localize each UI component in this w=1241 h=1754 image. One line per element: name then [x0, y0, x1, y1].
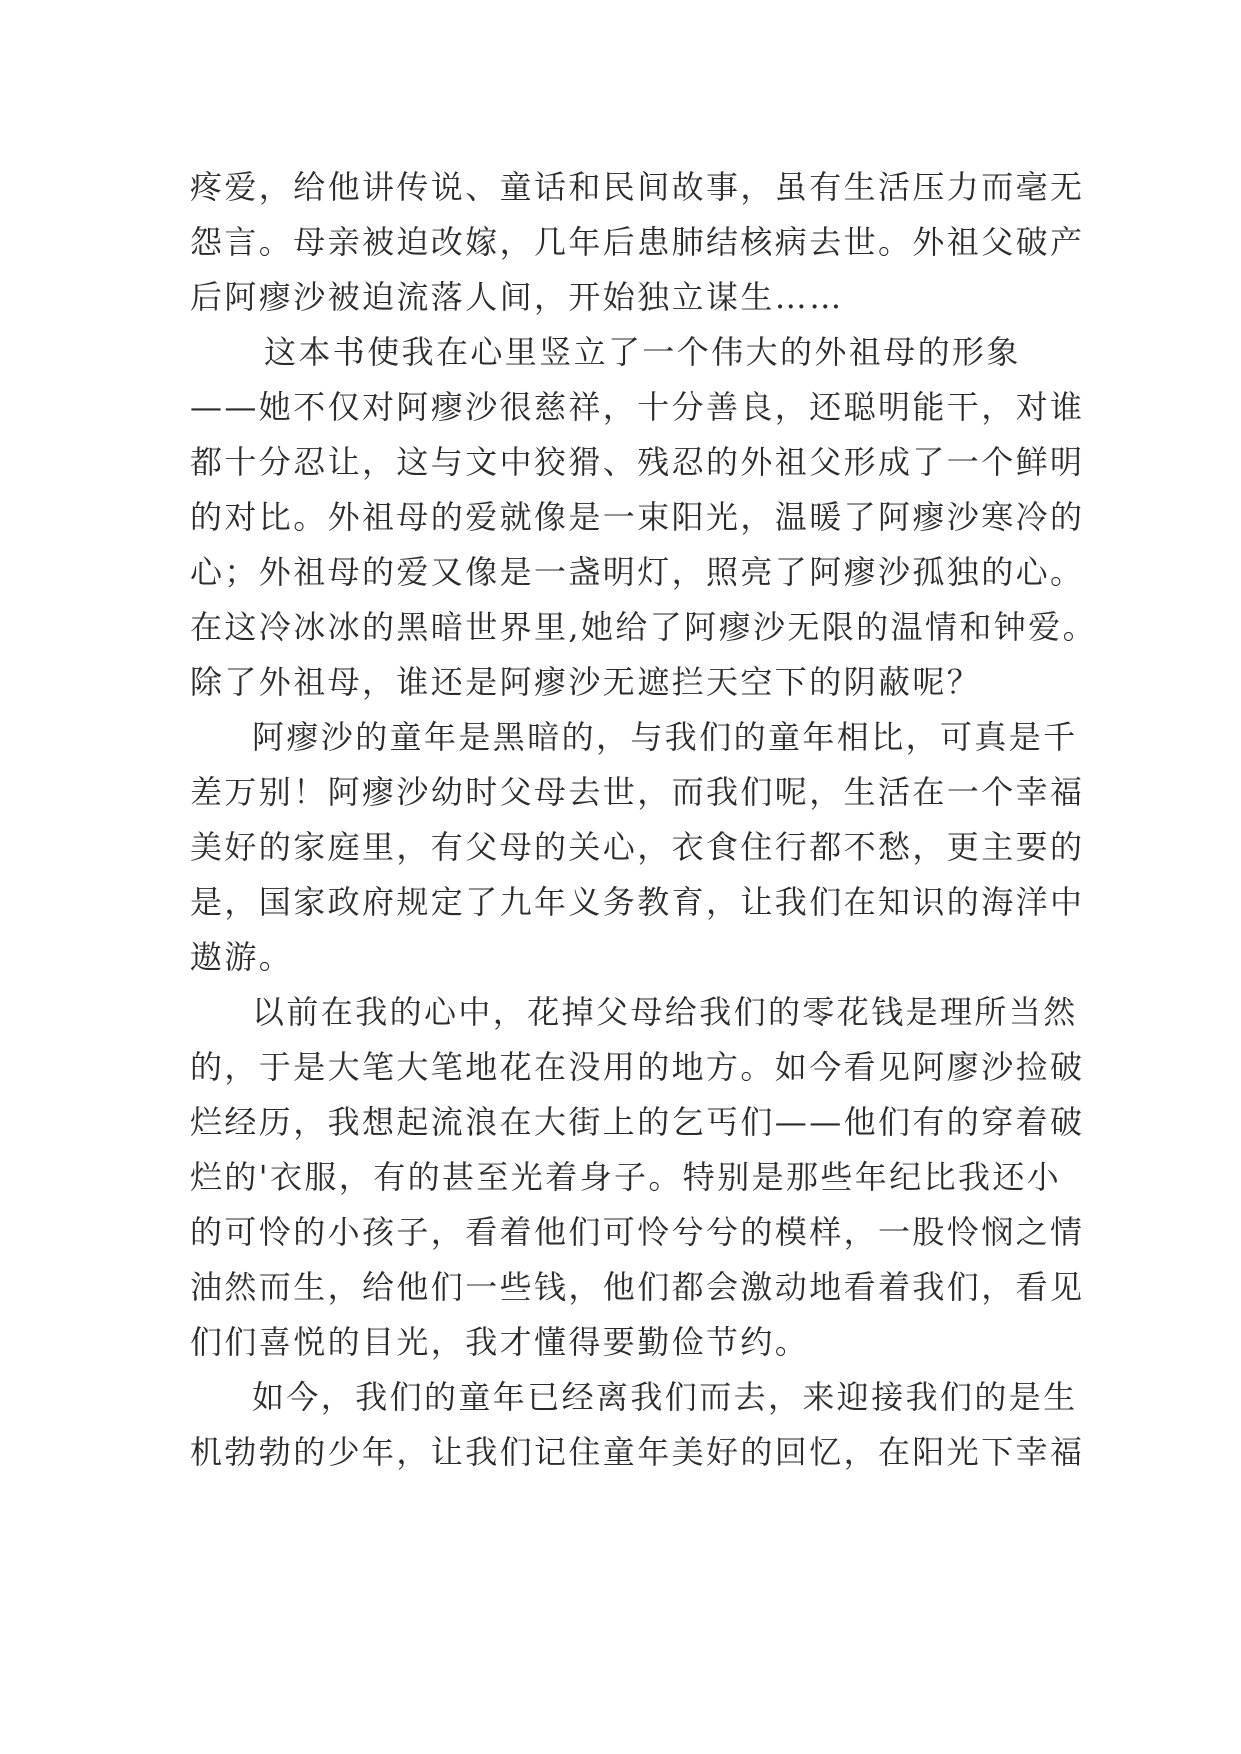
paragraph-1 [190, 160, 1085, 325]
paragraph-line: 都十分忍让，这与文中狡猾、残忍的外祖父形成了一个鲜明 [190, 443, 1085, 481]
paragraph-line: 这本书使我在心里竖立了一个伟大的外祖母的形象 [264, 333, 1021, 371]
paragraph-3 [190, 710, 1085, 985]
paragraph-line: 阿瘳沙的童年是黑暗的，与我们的童年相比，可真是千 [252, 718, 1078, 756]
paragraph-line: 在这冷冰冰的黑暗世界里,她给了阿瘳沙无限的温情和钟爱。 [190, 608, 1097, 646]
paragraph-line: 怨言。母亲被迫改嫁，几年后患肺结核病去世。外祖父破产 [190, 223, 1085, 261]
paragraph-line: 机勃勃的少年，让我们记住童年美好的回忆，在阳光下幸福 [190, 1433, 1085, 1471]
paragraph-line: 除了外祖母，谁还是阿瘳沙无遮拦天空下的阴蔽呢？ [190, 663, 982, 701]
paragraph-2 [190, 325, 1097, 710]
paragraph-line: 油然而生，给他们一些钱，他们都会激动地看着我们，看见 [190, 1268, 1085, 1306]
paragraph-line: 美好的家庭里，有父母的关心，衣食住行都不愁，更主要的 [190, 828, 1085, 866]
paragraph-line: 差万别！阿瘳沙幼时父母去世，而我们呢，生活在一个幸福 [190, 773, 1085, 811]
paragraph-line: ——她不仅对阿瘳沙很慈祥，十分善良，还聪明能干，对谁 [190, 388, 1085, 426]
paragraph-line: 后阿瘳沙被迫流落人间，开始独立谋生…… [190, 278, 844, 316]
paragraph-line: 烂的'衣服，有的甚至光着身子。特别是那些年纪比我还小 [190, 1158, 1062, 1196]
paragraph-line: 的，于是大笔大笔地花在没用的地方。如今看见阿廖沙捡破 [190, 1048, 1085, 1086]
paragraph-line: 以前在我的心中，花掉父母给我们的零花钱是理所当然 [252, 993, 1078, 1031]
paragraph-line: 疼爱，给他讲传说、童话和民间故事，虽有生活压力而毫无 [190, 168, 1085, 206]
paragraph-line: 是，国家政府规定了九年义务教育，让我们在知识的海洋中 [190, 883, 1085, 921]
paragraph-line: 如今，我们的童年已经离我们而去，来迎接我们的是生 [252, 1378, 1078, 1416]
paragraph-line: 的对比。外祖母的爱就像是一束阳光，温暖了阿瘳沙寒冷的 [190, 498, 1085, 536]
paragraph-4 [190, 985, 1085, 1370]
paragraph-line: 心；外祖母的爱又像是一盏明灯，照亮了阿瘳沙孤独的心。 [190, 553, 1085, 591]
paragraph-line: 烂经历，我想起流浪在大街上的乞丐们——他们有的穿着破 [190, 1103, 1085, 1141]
paragraph-line: 的可怜的小孩子，看着他们可怜兮兮的模样，一股怜悯之情 [190, 1213, 1085, 1251]
paragraph-line: 们们喜悦的目光，我才懂得要勤俭节约。 [190, 1323, 810, 1361]
paragraph-line: 遨游。 [190, 938, 294, 976]
essay-body [190, 160, 1097, 1480]
paragraph-5 [190, 1370, 1085, 1480]
